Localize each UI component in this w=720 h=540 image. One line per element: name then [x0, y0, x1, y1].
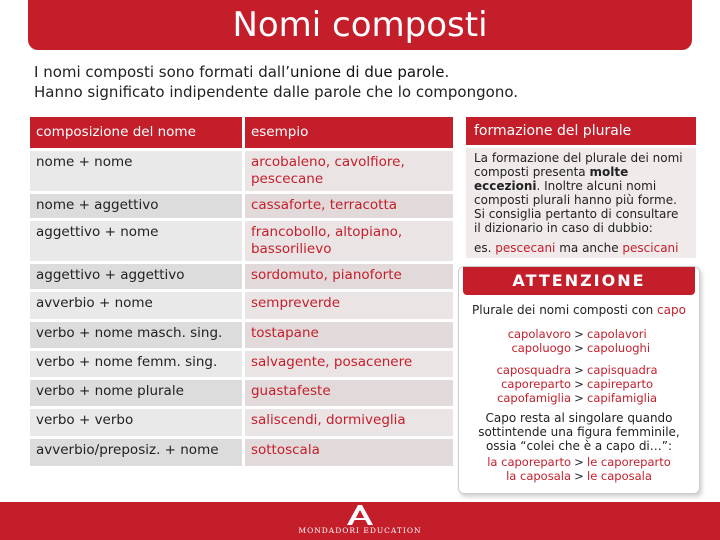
plural-example: es. pescecani ma anche pescicani — [474, 241, 679, 255]
composition-table — [30, 117, 456, 469]
table-row — [30, 350, 455, 379]
capo-group-3: la caporeparto > le caporeparto la caposala > le caposala — [487, 455, 671, 483]
header-composition: composizione del nome — [30, 117, 243, 150]
slide-title: Nomi composti — [28, 0, 692, 50]
cell-composition: avverbio + nome — [30, 291, 243, 321]
cell-composition: nome + aggettivo — [30, 193, 243, 220]
table-row — [30, 193, 455, 220]
capo-group-1: capolavoro > capolavori capoluogo > capoluoghi — [507, 327, 651, 355]
attention-box — [458, 266, 700, 494]
table-row — [30, 150, 455, 193]
table-row — [30, 438, 455, 468]
table-row — [30, 321, 455, 350]
table-row — [30, 263, 455, 291]
attention-subtitle: Plurale dei nomi composti con capo — [472, 303, 686, 317]
cell-example: sordomuto, pianoforte — [243, 263, 454, 291]
header-example: esempio — [243, 117, 454, 150]
cell-example: francobollo, altopiano, bassorilievo — [243, 220, 454, 263]
cell-composition: verbo + verbo — [30, 408, 243, 438]
table-row — [30, 379, 455, 408]
cell-example: cassaforte, terracotta — [243, 193, 454, 220]
cell-example: salvagente, posacenere — [243, 350, 454, 379]
cell-composition: verbo + nome masch. sing. — [30, 321, 243, 350]
publisher-logo — [290, 504, 430, 538]
attention-note: Capo resta al singolare quando sottintende una figura femminile, ossia “colei che è a capo di…”: — [478, 411, 680, 453]
header-plural-formation: formazione del plurale — [466, 117, 696, 145]
attention-title: ATTENZIONE — [463, 267, 695, 295]
plural-rule-text: La formazione del plurale dei nomi composti presenta molte eccezioni. Inoltre alcuni nomi composti plurali hanno più forme. Si consiglia pertanto di consultare il dizionario in caso di dubbio: es. pescecani ma anche pescicani — [466, 148, 696, 258]
table-header-row — [30, 117, 455, 150]
cell-example: sempreverde — [243, 291, 454, 321]
logo-mark-icon — [345, 504, 375, 526]
table-row — [30, 291, 455, 321]
publisher-name: MONDADORI EDUCATION — [298, 526, 422, 535]
cell-example: tostapane — [243, 321, 454, 350]
intro-text: I nomi composti sono formati dall’unione di due parole. Hanno significato indipendente dalle parole che lo compongono. — [34, 63, 519, 101]
cell-composition: aggettivo + aggettivo — [30, 263, 243, 291]
table-row — [30, 220, 455, 263]
cell-example: guastafeste — [243, 379, 454, 408]
intro-highlight: unione di due parole — [290, 63, 445, 81]
cell-example: arcobaleno, cavolfiore, pescecane — [243, 150, 454, 193]
cell-composition: nome + nome — [30, 150, 243, 193]
cell-composition: avverbio/preposiz. + nome — [30, 438, 243, 468]
table-row — [30, 408, 455, 438]
capo-group-2: caposquadra > capisquadra caporeparto > capireparto capofamiglia > capifamiglia — [496, 363, 658, 405]
cell-example: sottoscala — [243, 438, 454, 468]
cell-composition: aggettivo + nome — [30, 220, 243, 263]
cell-composition: verbo + nome femm. sing. — [30, 350, 243, 379]
cell-composition: verbo + nome plurale — [30, 379, 243, 408]
cell-example: saliscendi, dormiveglia — [243, 408, 454, 438]
